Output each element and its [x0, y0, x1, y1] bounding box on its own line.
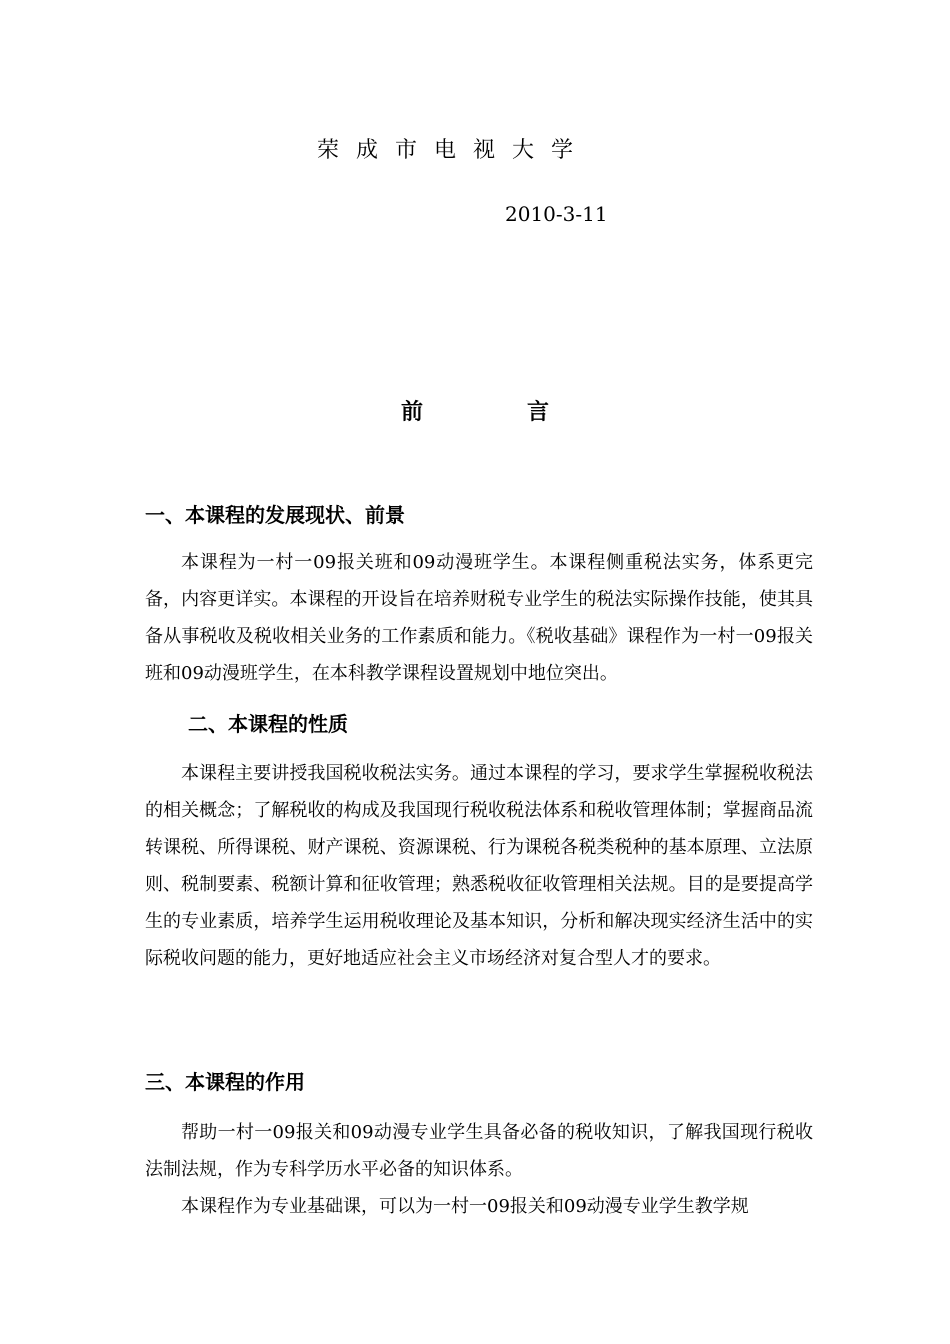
section-3-paragraph-2: 本课程作为专业基础课，可以为一村一09报关和09动漫专业学生教学规	[181, 1196, 749, 1217]
preface-title-char-1: 前	[400, 400, 423, 425]
section-2-paragraph: 本课程主要讲授我国税收税法实务。通过本课程的学习，要求学生掌握税收税法的相关概念；了解税收的构成及我国现行税收税法体系和税收管理体制；掌握商品流转课税、所得课税、财产课税、资源课税、行为课税各税类税种的基本原理、立法原则、税制要素、税额计算和征收管理；熟悉税收征收管理相关法规。目的是要提高学生的专业素质，培养学生运用税收理论及基本知识，分析和解决现实经济生活中的实际税收问题的能力，更好地适应社会主义市场经济对复合型人才的要求。	[145, 763, 813, 969]
institution-name: 荣成市电视大学	[317, 138, 591, 163]
section-2-heading: 二、本课程的性质	[188, 712, 348, 736]
preface-title	[0, 396, 950, 430]
section-3-paragraph-1: 帮助一村一09报关和09动漫专业学生具备必备的税收知识，了解我国现行税收法制法规，作为专科学历水平必备的知识体系。	[145, 1122, 813, 1180]
preface-title-char-2: 言	[527, 400, 550, 425]
section-1-paragraph: 本课程为一村一09报关班和09动漫班学生。本课程侧重税法实务，体系更完备，内容更详实。本课程的开设旨在培养财税专业学生的税法实际操作技能，使其具备从事税收及税收相关业务的工作素质和能力。《税收基础》课程作为一村一09报关班和09动漫班学生，在本科教学课程设置规划中地位突出。	[145, 552, 813, 684]
section-1-heading: 一、本课程的发展现状、前景	[145, 503, 405, 527]
document-date: 2010-3-11	[505, 202, 608, 226]
section-3-heading: 三、本课程的作用	[145, 1070, 305, 1094]
